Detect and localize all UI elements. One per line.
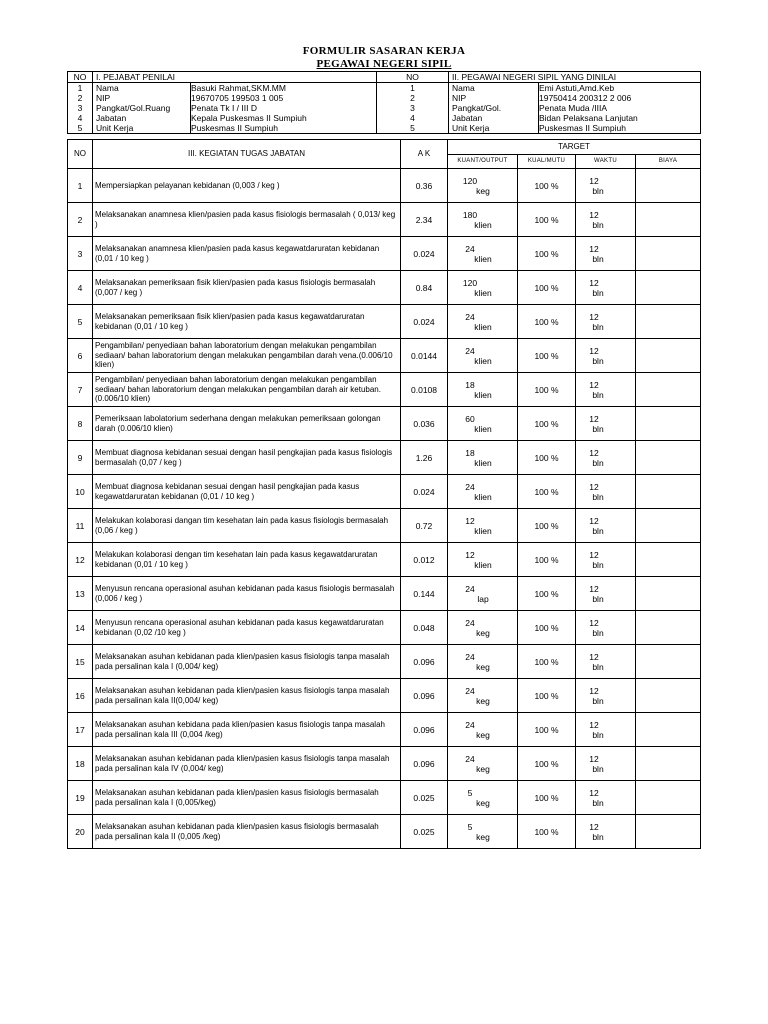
row-ak: 0.036 <box>401 407 448 441</box>
pns-no: 5 <box>377 123 449 134</box>
table-row <box>68 271 701 305</box>
row-kuant-unit: keg <box>476 695 490 706</box>
row-kuant <box>448 339 518 373</box>
row-biaya <box>636 339 701 373</box>
row-ak: 1.26 <box>401 441 448 475</box>
row-number: 13 <box>68 577 93 611</box>
table-row <box>68 645 701 679</box>
row-waktu <box>576 169 636 203</box>
row-kuant <box>448 509 518 543</box>
row-waktu-unit: bln <box>592 457 604 468</box>
row-waktu-value: 12 <box>589 719 599 730</box>
row-kegiatan: Mempersiapkan pelayanan kebidanan (0,003 / keg ) <box>93 169 401 203</box>
row-kual: 100 % <box>518 543 576 577</box>
row-waktu <box>576 339 636 373</box>
row-kual: 100 % <box>518 237 576 271</box>
col-target-header: TARGET <box>448 140 701 155</box>
row-ak: 0.096 <box>401 713 448 747</box>
form-subtitle-text: PEGAWAI NEGERI SIPIL <box>316 58 452 70</box>
col-kuant-header: KUANT/OUTPUT <box>448 154 518 169</box>
row-number: 4 <box>68 271 93 305</box>
row-ak: 0.096 <box>401 679 448 713</box>
row-waktu-value: 12 <box>589 549 599 560</box>
row-waktu-unit: bln <box>592 219 604 230</box>
row-kuant-unit: klien <box>474 491 492 502</box>
row-kual: 100 % <box>518 679 576 713</box>
row-number: 17 <box>68 713 93 747</box>
row-kuant-unit: klien <box>474 389 492 400</box>
table-row <box>68 543 701 577</box>
row-ak: 2.34 <box>401 203 448 237</box>
table-row <box>68 509 701 543</box>
row-kegiatan: Pemeriksaan labolatorium sederhana dengan melakukan pemeriksaan golongan darah (0.006/10 klien) <box>93 407 401 441</box>
row-kegiatan: Melaksanakan pemeriksaan fisik klien/pasien pada kasus fisiologis bermasalah (0,007 / keg ) <box>93 271 401 305</box>
row-kuant-unit: keg <box>476 627 490 638</box>
row-kuant <box>448 441 518 475</box>
row-number: 10 <box>68 475 93 509</box>
row-biaya <box>636 509 701 543</box>
row-kuant-qty: 24 <box>465 651 475 662</box>
row-waktu-unit: bln <box>592 593 604 604</box>
pejabat-label: Nama <box>93 83 191 94</box>
row-kual: 100 % <box>518 441 576 475</box>
row-waktu <box>576 679 636 713</box>
row-number: 5 <box>68 305 93 339</box>
table-row <box>68 815 701 849</box>
row-biaya <box>636 747 701 781</box>
row-kegiatan: Melakukan kolaborasi dangan tim kesehatan lain pada kasus fisiologis bermasalah (0,06 / keg ) <box>93 509 401 543</box>
row-waktu <box>576 271 636 305</box>
row-waktu <box>576 475 636 509</box>
row-waktu-value: 12 <box>589 821 599 832</box>
row-kuant <box>448 645 518 679</box>
row-kual: 100 % <box>518 815 576 849</box>
pejabat-value: Puskesmas II Sumpiuh <box>191 123 377 134</box>
pns-value: 19750414 200312 2 006 <box>539 93 701 103</box>
row-biaya <box>636 543 701 577</box>
row-kuant <box>448 237 518 271</box>
header-title-row <box>68 72 701 83</box>
row-waktu-value: 12 <box>589 277 599 288</box>
pejabat-label: Jabatan <box>93 113 191 123</box>
row-kuant <box>448 679 518 713</box>
row-waktu <box>576 305 636 339</box>
row-kuant-qty: 18 <box>465 379 475 390</box>
row-number: 16 <box>68 679 93 713</box>
table-row <box>68 781 701 815</box>
table-row <box>68 339 701 373</box>
row-ak: 0.0144 <box>401 339 448 373</box>
row-waktu-value: 12 <box>589 447 599 458</box>
pejabat-label: NIP <box>93 93 191 103</box>
row-waktu-unit: bln <box>592 355 604 366</box>
row-kuant-unit: keg <box>476 831 490 842</box>
row-kuant-unit: klien <box>474 423 492 434</box>
row-ak: 0.024 <box>401 475 448 509</box>
header-info-row <box>68 83 701 94</box>
table-row <box>68 577 701 611</box>
row-waktu <box>576 509 636 543</box>
row-kuant <box>448 373 518 407</box>
row-kuant-qty: 180 <box>462 209 478 220</box>
pejabat-penilai-title: I. PEJABAT PENILAI <box>93 72 377 83</box>
row-biaya <box>636 169 701 203</box>
row-kegiatan: Melaksanakan pemeriksaan fisik klien/pasien pada kasus kegawatdaruratan kebidanan (0,01 / 10 keg ) <box>93 305 401 339</box>
row-kegiatan: Pengambilan/ penyediaan bahan laboratorium dengan melakukan pengambilan sediaan/ bahan laboratorium dengan melakukan pengambilan darah air ketuban.(0.006/10 klien) <box>93 373 401 407</box>
row-kegiatan: Melaksanakan asuhan kebidanan pada klien/pasien kasus fisiologis bermasalah pada persalinan kala II (0,005 /keg) <box>93 815 401 849</box>
row-kual: 100 % <box>518 339 576 373</box>
row-waktu <box>576 237 636 271</box>
row-waktu-value: 12 <box>589 209 599 220</box>
row-kual: 100 % <box>518 577 576 611</box>
row-biaya <box>636 475 701 509</box>
row-biaya <box>636 781 701 815</box>
row-kuant-qty: 120 <box>462 175 478 186</box>
table-row <box>68 305 701 339</box>
row-number: 20 <box>68 815 93 849</box>
row-number: 8 <box>68 407 93 441</box>
row-kuant-qty: 60 <box>465 413 475 424</box>
row-number: 19 <box>68 781 93 815</box>
row-ak: 0.144 <box>401 577 448 611</box>
header-no-left: NO <box>68 72 93 83</box>
row-kuant-unit: keg <box>476 729 490 740</box>
row-kuant-unit: keg <box>476 661 490 672</box>
row-kegiatan: Melaksanakan anamnesa klien/pasien pada kasus fisiologis bermasalah ( 0,013/ keg ) <box>93 203 401 237</box>
row-waktu-unit: bln <box>592 797 604 808</box>
row-kual: 100 % <box>518 271 576 305</box>
col-no-header: NO <box>68 140 93 169</box>
row-kuant <box>448 203 518 237</box>
row-waktu <box>576 203 636 237</box>
row-waktu-value: 12 <box>589 175 599 186</box>
row-ak: 0.0108 <box>401 373 448 407</box>
row-kegiatan: Pengambilan/ penyediaan bahan laboratorium dengan melakukan pengambilan sediaan/ bahan laboratorium dengan melakukan pengambilan darah vena.(0.006/10 klien) <box>93 339 401 373</box>
table-row <box>68 713 701 747</box>
row-kual: 100 % <box>518 475 576 509</box>
row-kuant <box>448 713 518 747</box>
row-waktu <box>576 645 636 679</box>
row-ak: 0.012 <box>401 543 448 577</box>
row-kuant <box>448 305 518 339</box>
header-info-table <box>67 71 701 134</box>
row-number: 15 <box>68 645 93 679</box>
row-waktu-unit: bln <box>592 185 604 196</box>
row-waktu-value: 12 <box>589 311 599 322</box>
table-row <box>68 747 701 781</box>
pejabat-no: 5 <box>68 123 93 134</box>
row-ak: 0.025 <box>401 781 448 815</box>
pns-label: Jabatan <box>449 113 539 123</box>
row-kual: 100 % <box>518 611 576 645</box>
pejabat-no: 1 <box>68 83 93 94</box>
pns-label: Pangkat/Gol. <box>449 103 539 113</box>
col-ak-header: A K <box>401 140 448 169</box>
row-kegiatan: Melaksanakan asuhan kebidanan pada klien/pasien kasus fisiologis tanpa masalah pada persalinan kala II(0,004/ keg) <box>93 679 401 713</box>
row-number: 12 <box>68 543 93 577</box>
row-waktu <box>576 713 636 747</box>
row-ak: 0.096 <box>401 747 448 781</box>
row-kuant <box>448 815 518 849</box>
pns-no: 1 <box>377 83 449 94</box>
row-kuant-qty: 24 <box>465 583 475 594</box>
pns-value: Bidan Pelaksana Lanjutan <box>539 113 701 123</box>
row-kuant-unit: keg <box>476 763 490 774</box>
row-biaya <box>636 237 701 271</box>
row-waktu-value: 12 <box>589 413 599 424</box>
row-ak: 0.025 <box>401 815 448 849</box>
row-biaya <box>636 815 701 849</box>
row-kuant <box>448 543 518 577</box>
table-row <box>68 373 701 407</box>
col-waktu-header: WAKTU <box>576 154 636 169</box>
row-waktu <box>576 373 636 407</box>
row-waktu-unit: bln <box>592 423 604 434</box>
row-waktu-value: 12 <box>589 243 599 254</box>
pns-no: 2 <box>377 93 449 103</box>
pns-label: NIP <box>449 93 539 103</box>
row-kuant-unit: klien <box>474 219 492 230</box>
row-waktu-unit: bln <box>592 321 604 332</box>
row-kuant-qty: 24 <box>465 481 475 492</box>
row-waktu-value: 12 <box>589 787 599 798</box>
row-kual: 100 % <box>518 305 576 339</box>
row-kegiatan: Melaksanakan asuhan kebidana pada klien/pasien kasus fisiologis tanpa masalah pada persalinan kala III (0,004 /keg) <box>93 713 401 747</box>
row-kuant-unit: klien <box>474 457 492 468</box>
row-kual: 100 % <box>518 781 576 815</box>
row-kuant-unit: klien <box>474 559 492 570</box>
row-waktu-unit: bln <box>592 763 604 774</box>
row-waktu-value: 12 <box>589 685 599 696</box>
row-ak: 0.048 <box>401 611 448 645</box>
header-info-row <box>68 93 701 103</box>
row-ak: 0.096 <box>401 645 448 679</box>
target-table <box>67 139 701 849</box>
table-row <box>68 203 701 237</box>
row-kual: 100 % <box>518 509 576 543</box>
row-waktu-value: 12 <box>589 481 599 492</box>
row-kuant-qty: 120 <box>462 277 478 288</box>
row-kegiatan: Melakukan kolaborasi dengan tim kesehatan lain pada kasus kegawatdaruratan kebidanan (0,01 / 10 keg ) <box>93 543 401 577</box>
row-waktu-unit: bln <box>592 559 604 570</box>
row-kuant-qty: 18 <box>465 447 475 458</box>
row-kuant-unit: klien <box>474 321 492 332</box>
row-kegiatan: Menyusun rencana operasional asuhan kebidanan pada kasus fisiologis bermasalah (0,006 / keg ) <box>93 577 401 611</box>
row-biaya <box>636 203 701 237</box>
pejabat-value: Penata Tk I / III D <box>191 103 377 113</box>
row-kuant-qty: 24 <box>465 753 475 764</box>
pejabat-label: Unit Kerja <box>93 123 191 134</box>
row-kegiatan: Membuat diagnosa kebidanan sesuai dengan hasil pengkajian pada kasus kegawatdaruratan kebidanan (0,01 / 10 keg ) <box>93 475 401 509</box>
row-waktu-unit: bln <box>592 627 604 638</box>
row-waktu <box>576 543 636 577</box>
pns-label: Nama <box>449 83 539 94</box>
row-kuant <box>448 271 518 305</box>
row-kuant <box>448 169 518 203</box>
row-biaya <box>636 441 701 475</box>
row-biaya <box>636 407 701 441</box>
row-kuant <box>448 577 518 611</box>
row-kuant <box>448 781 518 815</box>
row-waktu-unit: bln <box>592 695 604 706</box>
row-ak: 0.72 <box>401 509 448 543</box>
row-kuant <box>448 407 518 441</box>
row-biaya <box>636 373 701 407</box>
pejabat-no: 4 <box>68 113 93 123</box>
row-kual: 100 % <box>518 645 576 679</box>
table-row <box>68 475 701 509</box>
row-waktu <box>576 407 636 441</box>
row-kual: 100 % <box>518 203 576 237</box>
table-row <box>68 407 701 441</box>
table-row <box>68 611 701 645</box>
table-row <box>68 441 701 475</box>
row-kuant-qty: 24 <box>465 719 475 730</box>
row-kual: 100 % <box>518 169 576 203</box>
row-number: 18 <box>68 747 93 781</box>
row-kuant-qty: 12 <box>465 515 475 526</box>
row-ak: 0.84 <box>401 271 448 305</box>
table-header-row <box>68 140 701 155</box>
row-number: 14 <box>68 611 93 645</box>
pejabat-value: 19670705 199503 1 005 <box>191 93 377 103</box>
row-kegiatan: Melaksanakan asuhan kebidanan pada klien/pasien kasus fisiologis tanpa masalah pada persalinan kala I (0,004/ keg) <box>93 645 401 679</box>
col-kegiatan-header: III. KEGIATAN TUGAS JABATAN <box>93 140 401 169</box>
table-row <box>68 237 701 271</box>
row-waktu <box>576 781 636 815</box>
row-waktu-unit: bln <box>592 491 604 502</box>
row-waktu-value: 12 <box>589 753 599 764</box>
row-kual: 100 % <box>518 407 576 441</box>
row-kual: 100 % <box>518 747 576 781</box>
col-kual-header: KUAL/MUTU <box>518 154 576 169</box>
row-waktu-unit: bln <box>592 287 604 298</box>
row-kuant <box>448 747 518 781</box>
row-waktu <box>576 747 636 781</box>
row-kuant-unit: klien <box>474 355 492 366</box>
pns-value: Penata Muda /IIIA <box>539 103 701 113</box>
row-ak: 0.36 <box>401 169 448 203</box>
row-kuant-qty: 24 <box>465 311 475 322</box>
row-kuant-unit: keg <box>476 797 490 808</box>
row-biaya <box>636 679 701 713</box>
pejabat-no: 3 <box>68 103 93 113</box>
row-kuant-qty: 24 <box>465 243 475 254</box>
pejabat-value: Basuki Rahmat,SKM.MM <box>191 83 377 94</box>
row-number: 7 <box>68 373 93 407</box>
pns-no: 4 <box>377 113 449 123</box>
row-kuant-qty: 5 <box>467 821 473 832</box>
row-number: 3 <box>68 237 93 271</box>
pejabat-label: Pangkat/Gol.Ruang <box>93 103 191 113</box>
header-no-right: NO <box>377 72 449 83</box>
pns-label: Unit Kerja <box>449 123 539 134</box>
form-title: FORMULIR SASARAN KERJA <box>302 45 466 57</box>
row-kual: 100 % <box>518 373 576 407</box>
row-biaya <box>636 645 701 679</box>
row-biaya <box>636 713 701 747</box>
header-info-row <box>68 123 701 134</box>
row-kuant <box>448 611 518 645</box>
row-kegiatan: Menyusun rencana operasional asuhan kebidanan pada kasus kegawatdaruratan kebidanan (0,02 /10 keg ) <box>93 611 401 645</box>
row-kegiatan: Melaksanakan anamnesa klien/pasien pada kasus kegawatdaruratan kebidanan (0,01 / 10 keg ) <box>93 237 401 271</box>
row-waktu-unit: bln <box>592 389 604 400</box>
row-kuant-unit: lap <box>477 593 489 604</box>
row-waktu-unit: bln <box>592 525 604 536</box>
pns-dinilai-title: II. PEGAWAI NEGERI SIPIL YANG DINILAI <box>449 72 701 83</box>
row-waktu-value: 12 <box>589 617 599 628</box>
pns-value: Emi Astuti,Amd.Keb <box>539 83 701 94</box>
row-kual: 100 % <box>518 713 576 747</box>
row-waktu-value: 12 <box>589 651 599 662</box>
row-number: 11 <box>68 509 93 543</box>
row-number: 6 <box>68 339 93 373</box>
col-biaya-header: BIAYA <box>636 154 701 169</box>
header-info-row <box>68 103 701 113</box>
row-waktu <box>576 577 636 611</box>
row-kuant-unit: klien <box>474 287 492 298</box>
row-biaya <box>636 611 701 645</box>
row-kegiatan: Membuat diagnosa kebidanan sesuai dengan hasil pengkajian pada kasus fisiologis bermasalah (0,07 / keg ) <box>93 441 401 475</box>
form-subtitle <box>0 58 768 70</box>
row-ak: 0.024 <box>401 237 448 271</box>
pejabat-no: 2 <box>68 93 93 103</box>
row-waktu <box>576 611 636 645</box>
row-biaya <box>636 577 701 611</box>
row-biaya <box>636 271 701 305</box>
row-kuant-qty: 24 <box>465 617 475 628</box>
row-kuant-qty: 12 <box>465 549 475 560</box>
pejabat-value: Kepala Puskesmas II Sumpiuh <box>191 113 377 123</box>
row-kuant-qty: 24 <box>465 345 475 356</box>
row-waktu-value: 12 <box>589 583 599 594</box>
row-kegiatan: Melaksanakan asuhan kebidanan pada klien/pasien kasus fisiologis tanpa masalah pada persalinan kala IV (0,004/ keg) <box>93 747 401 781</box>
row-kuant-qty: 24 <box>465 685 475 696</box>
table-row <box>68 679 701 713</box>
row-waktu-value: 12 <box>589 345 599 356</box>
table-row <box>68 169 701 203</box>
row-waktu-unit: bln <box>592 831 604 842</box>
header-info-row <box>68 113 701 123</box>
row-kuant-unit: keg <box>476 185 490 196</box>
row-kuant-unit: klien <box>474 525 492 536</box>
row-waktu-value: 12 <box>589 379 599 390</box>
row-number: 1 <box>68 169 93 203</box>
row-kuant <box>448 475 518 509</box>
row-number: 2 <box>68 203 93 237</box>
row-waktu-unit: bln <box>592 661 604 672</box>
row-waktu-unit: bln <box>592 253 604 264</box>
row-number: 9 <box>68 441 93 475</box>
row-kegiatan: Melaksanakan asuhan kebidanan pada klien/pasien kasus fisiologis bermasalah pada persalinan kala I (0,005/keg) <box>93 781 401 815</box>
row-biaya <box>636 305 701 339</box>
row-kuant-qty: 5 <box>467 787 473 798</box>
row-waktu-value: 12 <box>589 515 599 526</box>
row-waktu <box>576 441 636 475</box>
row-ak: 0.024 <box>401 305 448 339</box>
pns-no: 3 <box>377 103 449 113</box>
row-waktu <box>576 815 636 849</box>
row-waktu-unit: bln <box>592 729 604 740</box>
pns-value: Puskesmas II Sumpiuh <box>539 123 701 134</box>
row-kuant-unit: klien <box>474 253 492 264</box>
